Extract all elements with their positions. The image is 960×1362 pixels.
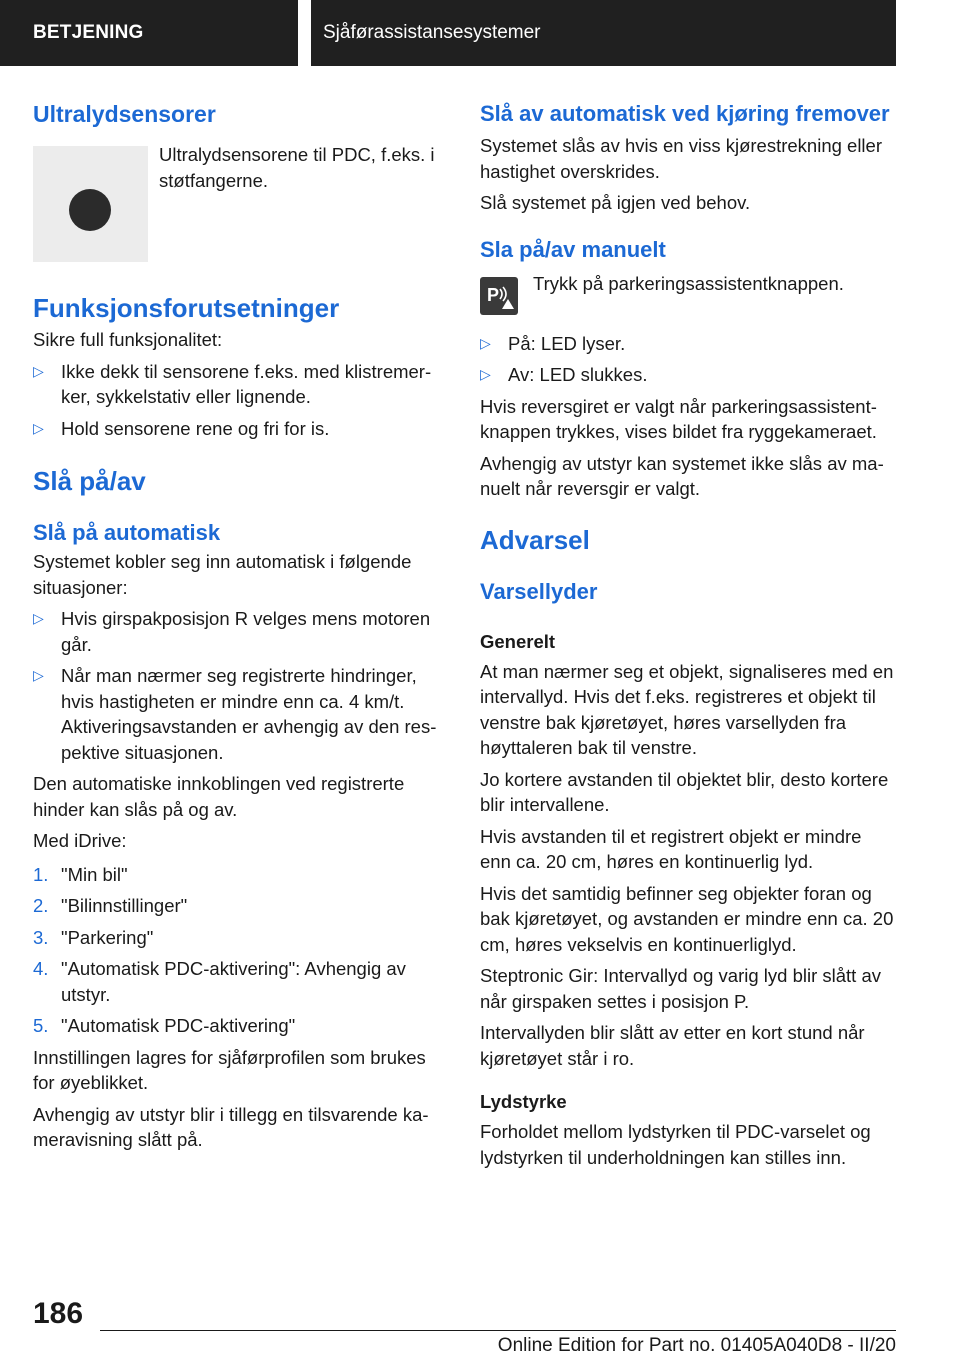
- general-paragraph-6: Intervallyden blir slått av etter en kort stund når kjøretøyet står i ro.: [480, 1022, 865, 1069]
- auto-paragraph-2: Med iDrive:: [33, 830, 127, 851]
- footer-edition: Online Edition for Part no. 01405A040D8 - II/20: [497, 1335, 896, 1356]
- func-list: [33, 359, 448, 442]
- heading-auto-on: Slå på automatisk: [33, 520, 221, 545]
- manual-row: [480, 271, 896, 317]
- triangle-bullet-icon: ▷: [480, 366, 491, 382]
- list-item: ▷ Ikke dekk til sensorene f.eks. med klistremerker, sykkelstativ eller lignende.: [33, 360, 432, 407]
- general-paragraph-1: At man nærmer seg et objekt, signaliseres med en intervallyd. Hvis det f.eks. registreres et objekt til venstre bak kjøretøyet, høres varsellyden fra høyttaleren bak til venstre.: [480, 660, 894, 758]
- auto-list: [33, 606, 448, 765]
- manual-text: Trykk på parkeringsassistentknappen.: [533, 272, 844, 294]
- ultrasonic-sensor-block: [33, 100, 448, 250]
- svg-text:P: P: [487, 284, 500, 305]
- list-item: 1. "Min bil": [33, 863, 128, 885]
- general-paragraph-2: Jo kortere avstanden til objektet blir, desto kortere blir intervallene.: [480, 768, 889, 815]
- volume-paragraph: Forholdet mellom lydstyrken til PDC-varselet og lydstyrken til underholdningen kan stilles inn.: [480, 1121, 871, 1168]
- manual-list: [480, 331, 896, 388]
- triangle-bullet-icon: ▷: [33, 667, 44, 683]
- general-paragraph-5: Steptronic Gir: Intervallyd og varig lyd blir slått av når girspaken settes i posisjon P.: [480, 965, 881, 1012]
- autooff-paragraph-1: Systemet slås av hvis en viss kjørestrekning eller hastighet overskrides.: [480, 135, 882, 182]
- ultrasonic-sensor-text: Ultralydsensorene til PDC, f.eks. i støtfangerne.: [159, 144, 435, 191]
- right-column: [480, 100, 896, 1170]
- list-item: 2. "Bilinnstillinger": [33, 895, 188, 916]
- after-paragraph-1: Innstillingen lagres for sjåførprofilen som brukes for øyeblikket.: [33, 1046, 426, 1093]
- list-item: 3. "Parkering": [33, 926, 154, 948]
- heading-manual: Sla på/av manuelt: [480, 236, 666, 262]
- list-item: ▷ Hvis girspakposisjon R velges mens motoren går.: [33, 608, 431, 655]
- chapter-title: BETJENING: [33, 22, 144, 43]
- footer-divider: [100, 1330, 896, 1331]
- autooff-paragraph-2: Slå systemet på igjen ved behov.: [480, 192, 751, 213]
- park-assist-symbol: [484, 281, 514, 311]
- left-column: [33, 100, 448, 1153]
- idrive-steps: [33, 862, 448, 1039]
- after-paragraph-2: Avhengig av utstyr blir i tillegg en tilsvarende kameravisning slått på.: [33, 1103, 429, 1150]
- manual-paragraph-1: Hvis reversgiret er valgt når parkeringsassistentknappen trykkes, vises bildet fra ryggekameraet.: [480, 395, 877, 442]
- triangle-bullet-icon: ▷: [480, 334, 491, 351]
- list-item: ▷ Av: LED slukkes.: [480, 362, 896, 388]
- list-item: 4. "Automatisk PDC-aktivering": Avhengig av utstyr.: [33, 958, 406, 1005]
- page-number: 186: [33, 1297, 84, 1330]
- list-item: ▷ På: LED lyser.: [480, 331, 896, 357]
- sensor-image: [33, 146, 148, 262]
- auto-paragraph-1: Den automatiske innkoblingen ved registrerte hinder kan slås på og av.: [33, 773, 405, 820]
- park-assist-button-icon: [480, 277, 518, 315]
- manual-paragraph-2: Avhengig av utstyr kan systemet ikke slås av manuelt når reversgir er valgt.: [480, 452, 884, 499]
- chapter-tab: [0, 0, 298, 66]
- heading-warning: Advarsel: [480, 524, 590, 555]
- triangle-bullet-icon: ▷: [33, 419, 44, 436]
- list-item: ▷ Hold sensorene rene og fri for is.: [33, 416, 448, 442]
- sensor-dot-icon: [69, 189, 111, 231]
- general-paragraph-3: Hvis avstanden til et registrert objekt er mindre enn ca. 20 cm, høres en kontinuerlig lyd.: [480, 825, 862, 872]
- heading-on-off: Slå på/av: [33, 466, 146, 496]
- heading-warning-sounds: Varsellyder: [480, 578, 598, 604]
- func-intro: Sikre full funksjonalitet:: [33, 329, 223, 350]
- triangle-bullet-icon: ▷: [33, 362, 44, 379]
- triangle-bullet-icon: ▷: [33, 610, 44, 626]
- heading-function-requirements: Funksjonsforutsetninger: [33, 293, 340, 323]
- heading-general: Generelt: [480, 630, 556, 652]
- list-item: 5. "Automatisk PDC-aktivering": [33, 1015, 296, 1036]
- section-title: Sjåførassistansesystemer: [323, 22, 541, 43]
- heading-auto-off: Slå av automatisk ved kjøring fremover: [480, 101, 890, 126]
- section-tab: [311, 0, 896, 66]
- heading-volume: Lydstyrke: [480, 1091, 567, 1112]
- list-item: ▷ Når man nærmer seg registrerte hindringer, hvis hastigheten er mindre enn ca. 4 km/t. Aktiveringsavstanden er avhengig av den respektive situasjonen.: [33, 665, 437, 763]
- auto-intro: Systemet kobler seg inn automatisk i følgende situasjoner:: [33, 551, 412, 598]
- general-paragraph-4: Hvis det samtidig befinner seg objekter foran og bak kjøretøyet, og avstanden er mindre enn ca. 20 cm, høres vekselvis en kontinuerliglyd.: [480, 882, 894, 955]
- heading-ultrasonic-sensors: Ultralydsensorer: [33, 101, 216, 127]
